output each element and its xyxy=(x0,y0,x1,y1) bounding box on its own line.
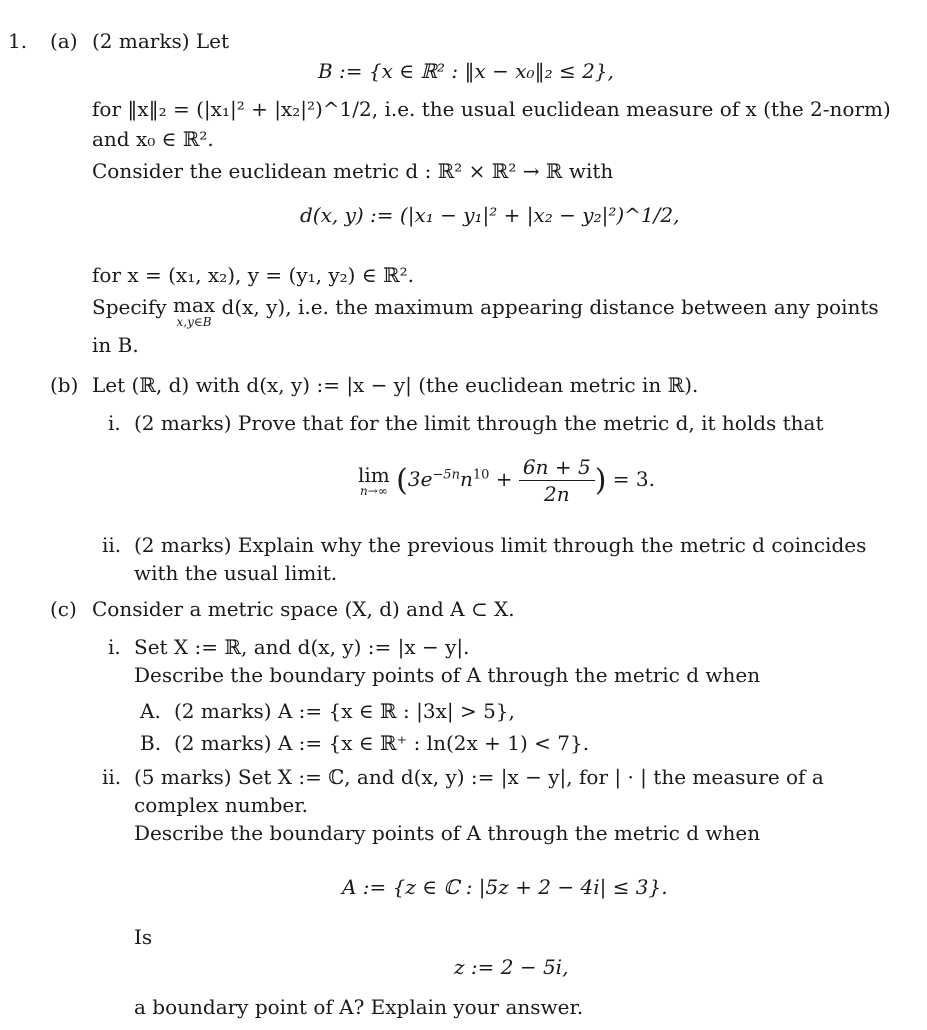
specify-max-line xyxy=(92,294,879,329)
lim-fraction xyxy=(519,454,595,507)
is-word: Is xyxy=(134,925,153,949)
part-b-ii-label: ii. xyxy=(102,533,122,557)
part-c-i-desc: Describe the boundary points of A through the metric d when xyxy=(134,663,761,687)
part-a-marks: (2 marks) Let xyxy=(92,29,230,53)
x0-line: and x₀ ∈ ℝ². xyxy=(92,127,214,151)
metric-equation: d(x, y) := (|x₁ − y₁|² + |x₂ − y₂|²)^1/2, xyxy=(300,203,680,227)
subpart-a-label: A. xyxy=(140,699,161,723)
final-question: a boundary point of A? Explain your answer. xyxy=(134,995,584,1019)
max-operator xyxy=(173,294,215,329)
part-c-label: (c) xyxy=(50,597,77,621)
norm-definition-line: for ‖x‖₂ = (|x₁|² + |x₂|²)^1/2, i.e. the usual euclidean measure of x (the 2-norm) xyxy=(92,97,891,121)
lim-plus: + xyxy=(495,467,513,491)
lim-term-n: n xyxy=(459,467,473,491)
question-number: 1. xyxy=(8,29,28,53)
lim-term-exp: 3e xyxy=(407,467,433,491)
specify-rest: d(x, y), i.e. the maximum appearing distance between any points xyxy=(221,295,879,319)
lim-subscript: n→∞ xyxy=(359,483,388,498)
part-c-ii-label: ii. xyxy=(102,765,122,789)
limit-equation xyxy=(358,454,655,507)
lim-rhs: = 3. xyxy=(612,467,655,491)
lim-exponent-1: −5n xyxy=(432,467,460,483)
set-b-equation: B := {x ∈ ℝ² : ‖x − x₀‖₂ ≤ 2}, xyxy=(318,59,614,83)
part-c-i-label: i. xyxy=(108,635,121,659)
part-b-ii-text-1: (2 marks) Explain why the previous limit through the metric d coincides xyxy=(134,533,867,557)
part-b-intro: Let (ℝ, d) with d(x, y) := |x − y| (the euclidean metric in ℝ). xyxy=(92,373,699,397)
z-definition: z := 2 − 5i, xyxy=(454,955,569,979)
part-b-i-text: (2 marks) Prove that for the limit through the metric d, it holds that xyxy=(134,411,824,435)
fraction-denominator: 2n xyxy=(543,482,570,506)
max-word: max xyxy=(173,293,216,317)
part-c-ii-text-2: complex number. xyxy=(134,793,308,817)
part-c-ii-desc: Describe the boundary points of A through the metric d when xyxy=(134,821,761,845)
part-b-i-label: i. xyxy=(108,411,121,435)
set-a-equation: A := {z ∈ ℂ : |5z + 2 − 4i| ≤ 3}. xyxy=(342,875,668,899)
lim-word: lim xyxy=(358,462,390,487)
right-paren: ) xyxy=(594,463,607,498)
left-paren: ( xyxy=(396,463,408,498)
part-c-ii-text-1: (5 marks) Set X := ℂ, and d(x, y) := |x − y|, for | · | the measure of a xyxy=(134,765,824,789)
part-b-label: (b) xyxy=(50,373,79,397)
lim-exponent-2: 10 xyxy=(472,467,490,483)
part-b-ii-text-2: with the usual limit. xyxy=(134,561,338,585)
metric-intro-line: Consider the euclidean metric d : ℝ² × ℝ² → ℝ with xyxy=(92,159,614,183)
subpart-b-label: B. xyxy=(140,731,162,755)
part-c-i-text: Set X := ℝ, and d(x, y) := |x − y|. xyxy=(134,635,470,659)
part-a-label: (a) xyxy=(50,29,78,53)
specify-word: Specify xyxy=(92,295,167,319)
subpart-a-text: (2 marks) A := {x ∈ ℝ : |3x| > 5}, xyxy=(174,699,515,723)
in-b-line: in B. xyxy=(92,333,139,357)
max-subscript: x,y∈B xyxy=(176,315,212,329)
points-definition-line: for x = (x₁, x₂), y = (y₁, y₂) ∈ ℝ². xyxy=(92,263,414,287)
subpart-b-text: (2 marks) A := {x ∈ ℝ⁺ : ln(2x + 1) < 7}. xyxy=(174,731,590,755)
fraction-numerator: 6n + 5 xyxy=(519,454,595,481)
lim-operator xyxy=(358,462,390,498)
part-c-intro: Consider a metric space (X, d) and A ⊂ X. xyxy=(92,597,515,621)
